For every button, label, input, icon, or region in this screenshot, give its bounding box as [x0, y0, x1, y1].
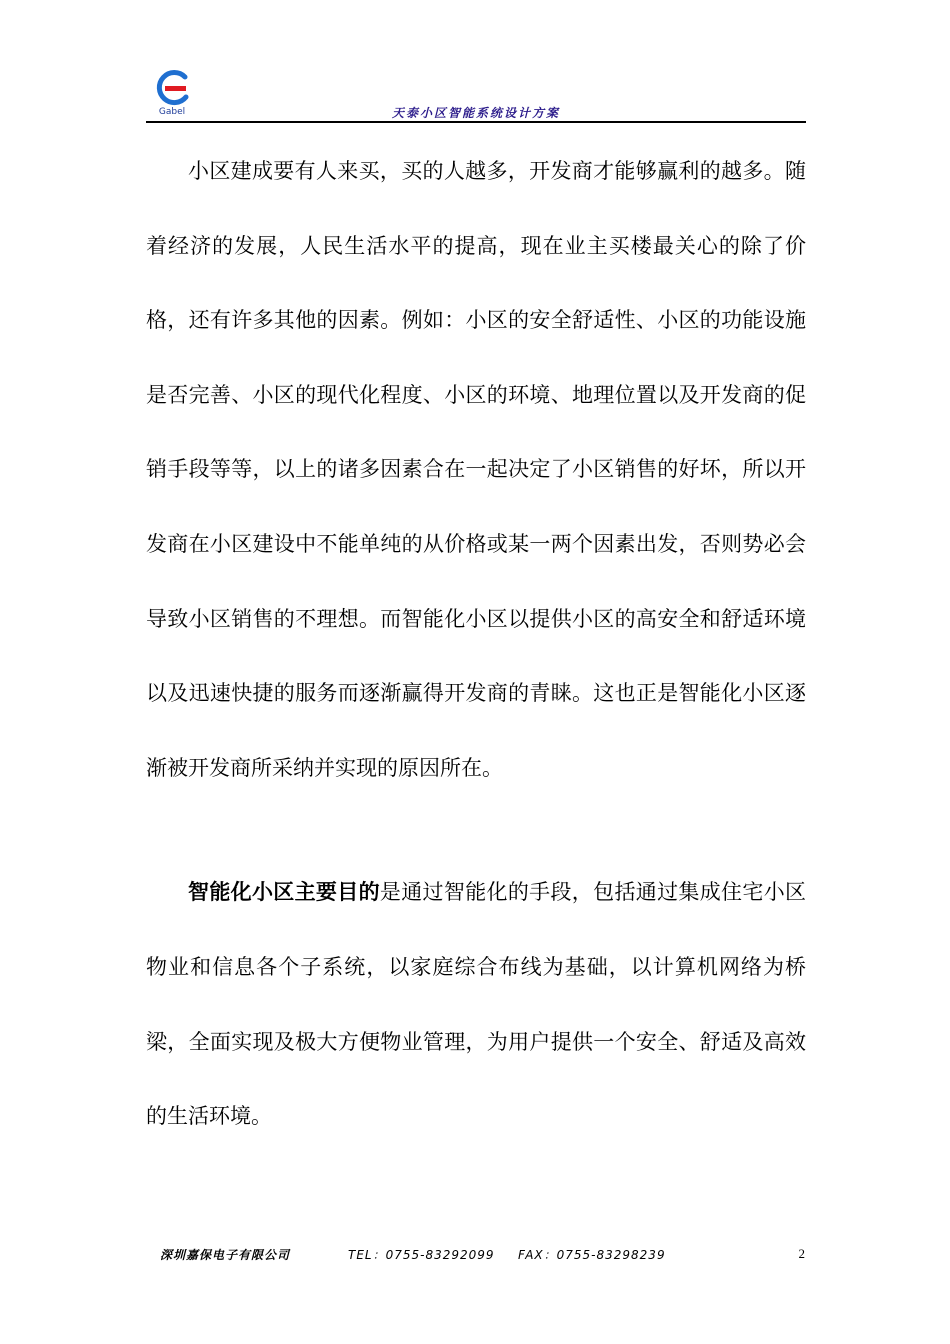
- page-header: [146, 62, 806, 124]
- paragraph-1: [146, 134, 806, 805]
- page-footer: [160, 1246, 806, 1266]
- document-body: [146, 134, 806, 1154]
- footer-fax: FAX：0755-83298239: [518, 1248, 666, 1262]
- header-title: 天泰小区智能系统设计方案: [391, 106, 560, 120]
- paragraph-1-text: 小区建成要有人来买，买的人越多，开发商才能够赢利的越多。随着经济的发展，人民生活水平的提高，现在业主买楼最关心的除了价格，还有许多其他的因素。例如：小区的安全舒适性、小区的功能设施是否完善、小区的现代化程度、小区的环境、地理位置以及开发商的促销手段等等，以上的诸多因素合在一起决定了小区销售的好坏，所以开发商在小区建设中不能单纯的从价格或某一两个因素出发，否则势必会导致小区销售的不理想。而智能化小区以提供小区的高安全和舒适环境以及迅速快捷的服务而逐渐赢得开发商的青睐。这也正是智能化小区逐渐被开发商所采纳并实现的原因所在。: [146, 159, 806, 780]
- paragraph-2-text: 是通过智能化的手段，包括通过集成住宅小区物业和信息各个子系统，以家庭综合布线为基础，以计算机网络为桥梁，全面实现及极大方便物业管理，为用户提供一个安全、舒适及高效的生活环境。: [146, 880, 807, 1129]
- footer-company: 深圳嘉保电子有限公司: [160, 1248, 291, 1262]
- footer-tel: TEL：0755-83292099: [348, 1248, 495, 1262]
- paragraph-2: [146, 855, 806, 1153]
- page-number: 2: [798, 1246, 806, 1261]
- header-divider: [146, 121, 806, 123]
- logo-text: Gabel: [158, 107, 186, 116]
- paragraph-2-lead: 智能化小区主要目的: [188, 880, 380, 905]
